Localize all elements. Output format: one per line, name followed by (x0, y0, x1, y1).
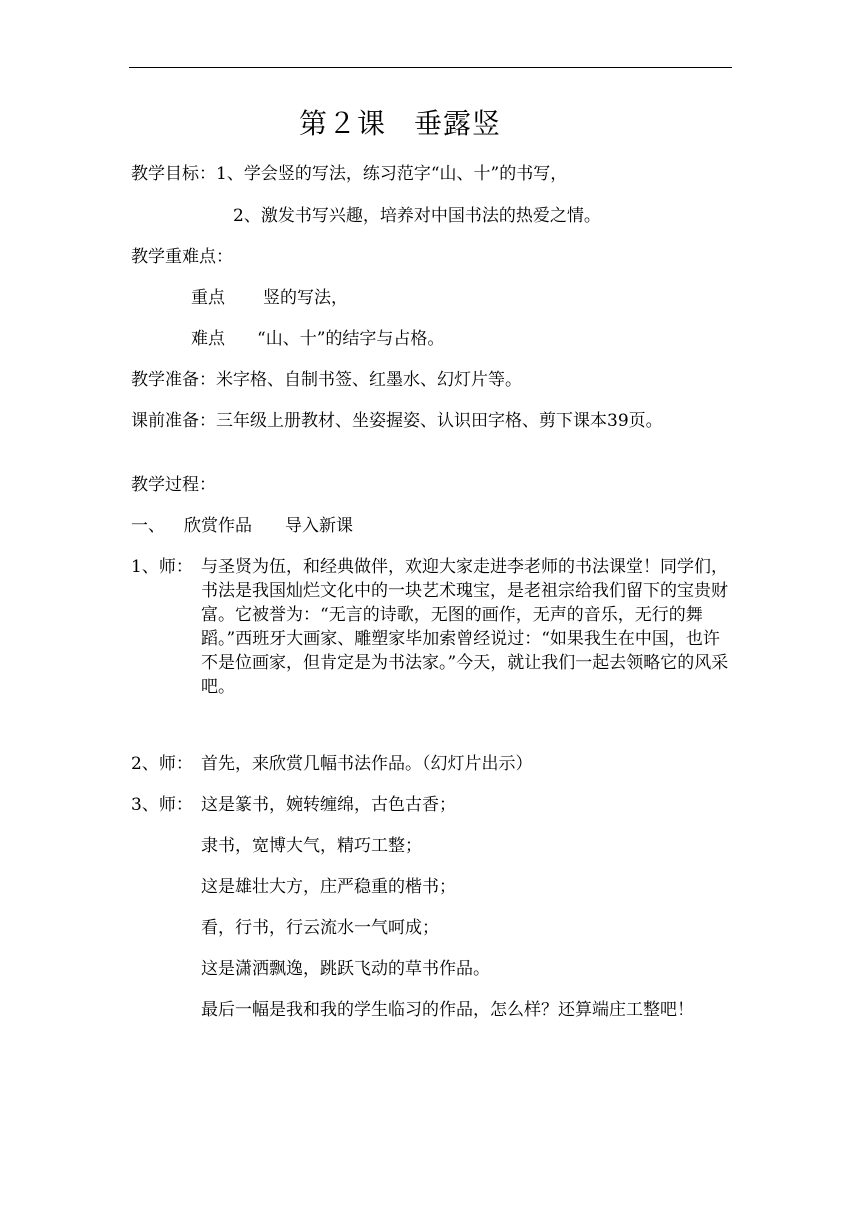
step-3-line-5: 这是潇洒飘逸，跳跃飞动的草书作品。 (201, 959, 490, 979)
section-1-subtitle: 导入新课 (285, 516, 353, 536)
section-1-title: 欣赏作品 (184, 516, 252, 536)
page-title (0, 104, 800, 144)
lesson-number: 第２课 (298, 107, 386, 140)
step-1-prefix: 1、师： (131, 557, 193, 577)
step-2-prefix: 2、师： (131, 754, 193, 774)
hard-text: “山、十”的结字与占格。 (257, 329, 445, 349)
step-3-line-4: 看，行书，行云流水一气呵成； (201, 918, 439, 938)
step-2-text: 首先，来欣赏几幅书法作品。（幻灯片出示） (201, 754, 533, 774)
key-point-row (191, 286, 348, 310)
teaching-prep: 教学准备：米字格、自制书签、红墨水、幻灯片等。 (131, 370, 522, 390)
key-label: 重点 (191, 288, 225, 308)
key-text: 竖的写法， (263, 288, 348, 308)
key-points-label: 教学重难点： (131, 247, 233, 267)
section-1-heading (131, 514, 353, 538)
section-1-number: 一、 (131, 516, 165, 536)
goals-item-2: 2、激发书写兴趣，培养对中国书法的热爱之情。 (233, 206, 601, 226)
step-3-line-1: 这是篆书，婉转缠绵，古色古香； (201, 795, 456, 815)
lesson-name: 垂露竖 (414, 107, 502, 140)
step-3-prefix: 3、师： (131, 795, 193, 815)
goals-line-1 (131, 162, 567, 186)
goals-label: 教学目标： (131, 164, 216, 184)
pre-class-prep: 课前准备：三年级上册教材、坐姿握姿、认识田字格、剪下课本39页。 (131, 411, 663, 431)
step-3-line-2: 隶书，宽博大气，精巧工整； (201, 836, 422, 856)
step-1-text: 与圣贤为伍，和经典做伴，欢迎大家走进李老师的书法课堂！同学们，书法是我国灿烂文化中的一块艺术瑰宝，是老祖宗给我们留下的宝贵财富。它被誉为：“无言的诗歌，无图的画作，无声的音乐，无行的舞蹈。”西班牙大画家、雕塑家毕加索曾经说过：“如果我生在中国，也许不是位画家，但肯定是为书法家。”今天，就让我们一起去领略它的风采吧。 (201, 557, 729, 697)
hard-point-row (191, 327, 444, 351)
goals-item-1: 1、学会竖的写法，练习范字“山、十”的书写， (216, 164, 568, 184)
step-3-line-3: 这是雄壮大方，庄严稳重的楷书； (201, 877, 456, 897)
header-rule (129, 67, 732, 68)
hard-label: 难点 (191, 329, 225, 349)
step-3-line-6: 最后一幅是我和我的学生临习的作品，怎么样？还算端庄工整吧！ (201, 1000, 694, 1020)
process-label: 教学过程： (131, 475, 216, 495)
